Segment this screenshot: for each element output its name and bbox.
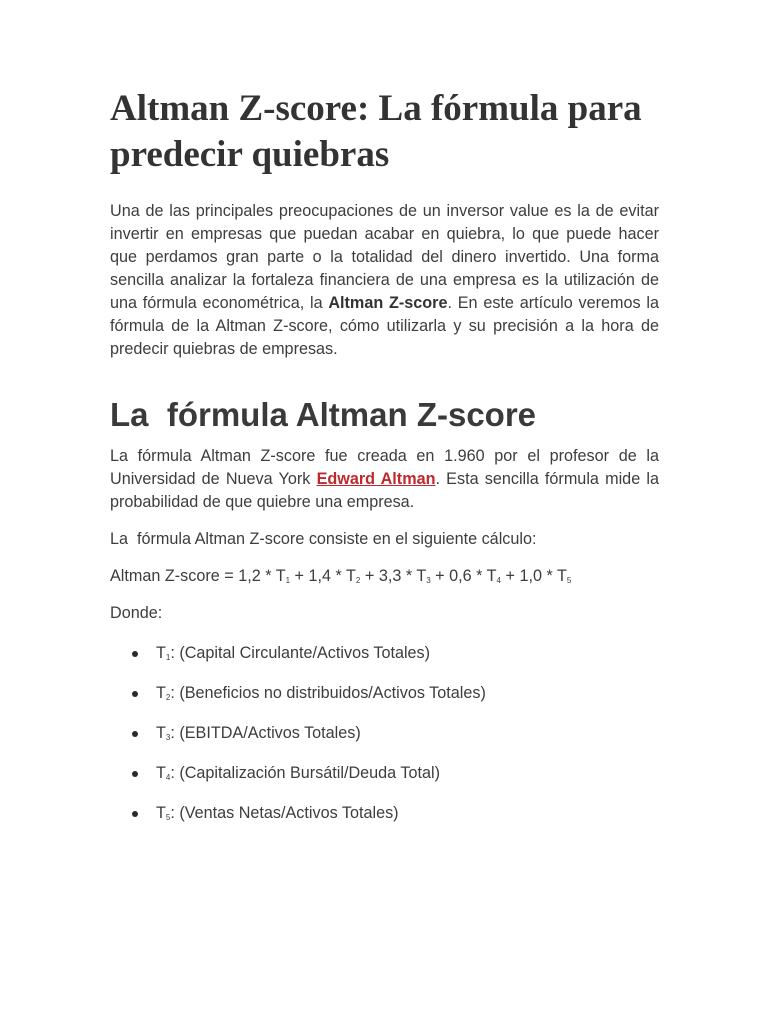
list-item: $T_1$: (Capital Circulante/Activos Totales): [110, 642, 486, 682]
section-heading: La fórmula Altman Z-score: [110, 396, 537, 433]
formula-term: $1,4 * T_2$ +: [308, 567, 379, 585]
page-title: Altman Z-score: La fórmula para predecir quiebras: [110, 88, 642, 175]
list-item: $T_2$: (Beneficios no distribuidos/Activos Totales): [110, 682, 486, 722]
bullet-icon: [132, 691, 138, 697]
formula-term: $1,2 * T_1$ +: [238, 567, 309, 585]
history-text-start: La fórmula Altman Z-score fue creada en 1.960 por el profesor de la Universidad de Nueva York: [110, 447, 659, 488]
intro-paragraph: [110, 200, 659, 361]
intro-bold-term: Altman Z-score: [328, 294, 448, 312]
bullet-icon: [132, 771, 138, 777]
edward-altman-link[interactable]: Edward Altman: [316, 470, 436, 488]
donde-label: Donde:: [110, 604, 163, 622]
formula-prefix: Altman Z-score =: [110, 567, 239, 585]
bullet-icon: [132, 651, 138, 657]
bullet-icon: [132, 811, 138, 817]
list-item: $T_5$: (Ventas Netas/Activos Totales): [110, 802, 486, 842]
intro-text-end: . En este artículo veremos la fórmula de la Altman Z-score, cómo utilizarla y su precisión a la hora de predecir quiebras de empresas.: [110, 294, 660, 358]
bullet-icon: [132, 731, 138, 737]
formula-term: $0,6 * T_4$ +: [449, 567, 520, 585]
history-text-end: . Esta sencilla fórmula mide la probabilidad de que quiebre una empresa.: [110, 470, 659, 511]
list-item: $T_4$: (Capitalización Bursátil/Deuda Total): [110, 762, 486, 802]
formula-term: $3,3 * T_3$ +: [378, 567, 450, 585]
list-item: $T_3$: (EBITDA/Activos Totales): [110, 722, 486, 762]
formula-term: $1,0 * T_5$: [519, 567, 572, 585]
zscore-formula: [110, 565, 571, 588]
calculation-intro: La fórmula Altman Z-score consiste en el siguiente cálculo:: [110, 530, 537, 548]
history-paragraph: [110, 445, 659, 514]
intro-text-start: Una de las principales preocupaciones de un inversor value es la de evitar invertir en empresas que puedan acabar en quiebra, lo que puede hacer que perdamos gran parte o la totalidad del dinero invertido. Una forma sencilla analizar la fortaleza financiera de una empresa es la utilización de una fórmula econométrica, la: [110, 202, 659, 312]
variables-list: [110, 642, 486, 842]
